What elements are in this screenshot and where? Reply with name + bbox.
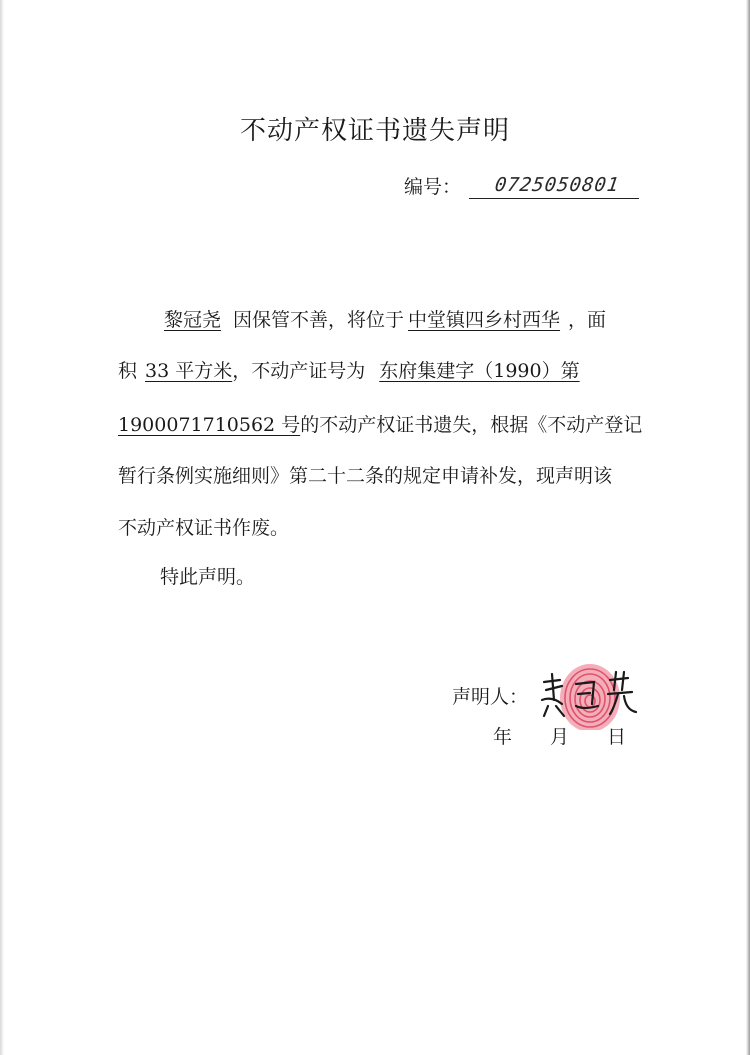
declarant-label: 声明人：	[452, 685, 529, 708]
number-label: 编号：	[404, 176, 462, 198]
number-field	[469, 170, 639, 199]
scan-edge-right	[746, 0, 750, 1055]
body-text: 因保管不善，将位于	[233, 309, 405, 331]
handwritten-number: 0725050801	[493, 174, 621, 196]
property-area: 33 平方米	[145, 360, 233, 382]
declarant-name: 黎冠尧	[164, 309, 222, 331]
document-number-row	[404, 170, 639, 199]
date-year-label: 年	[493, 726, 513, 748]
document-title: 不动产权证书遗失声明	[239, 116, 510, 146]
body-text: 的不动产权证书遗失，根据《不动产登记	[300, 414, 643, 436]
body-line-1	[160, 305, 606, 332]
body-line-5: 不动产权证书作废。	[118, 517, 290, 539]
date-row	[493, 722, 626, 749]
body-line-4: 暂行条例实施细则》第二十二条的规定申请补发，现声明该	[118, 465, 613, 487]
body-text: 积	[118, 360, 138, 382]
certificate-number-part1: 东府集建字（1990）第	[379, 360, 580, 382]
body-line-3	[118, 410, 642, 437]
signature-area	[532, 660, 642, 730]
body-text: ，面	[568, 309, 607, 331]
closing-statement: 特此声明。	[160, 566, 256, 588]
property-location: 中堂镇四乡村西华	[408, 309, 561, 331]
certificate-number-part2: 1900071710562 号	[118, 414, 301, 436]
body-line-2	[118, 356, 580, 383]
body-text: ，不动产证号为	[232, 360, 366, 382]
fingerprint-icon	[560, 664, 620, 730]
declarant-signature-row	[452, 660, 642, 730]
scan-edge-left	[0, 0, 4, 1055]
date-day-label: 日	[607, 726, 627, 748]
fingerprint-and-signature	[532, 660, 642, 730]
date-month-label: 月	[550, 726, 570, 748]
